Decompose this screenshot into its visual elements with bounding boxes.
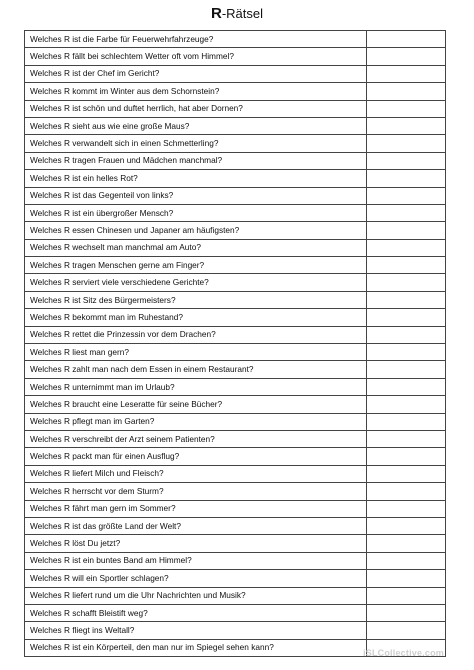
table-row [25, 378, 446, 395]
table-row [25, 535, 446, 552]
question-cell: Welches R packt man für einen Ausflug? [25, 448, 367, 465]
answer-cell[interactable] [367, 552, 446, 569]
table-row [25, 448, 446, 465]
question-cell: Welches R pflegt man im Garten? [25, 413, 367, 430]
question-cell: Welches R ist das Gegenteil von links? [25, 187, 367, 204]
answer-cell[interactable] [367, 257, 446, 274]
table-row [25, 100, 446, 117]
question-cell: Welches R liefert Milch und Fleisch? [25, 465, 367, 482]
riddle-table [24, 30, 446, 657]
question-cell: Welches R bekommt man im Ruhestand? [25, 309, 367, 326]
question-cell: Welches R kommt im Winter aus dem Schornstein? [25, 83, 367, 100]
answer-cell[interactable] [367, 413, 446, 430]
answer-cell[interactable] [367, 622, 446, 639]
table-row [25, 326, 446, 343]
question-cell: Welches R will ein Sportler schlagen? [25, 570, 367, 587]
table-row [25, 396, 446, 413]
table-row [25, 239, 446, 256]
answer-cell[interactable] [367, 222, 446, 239]
answer-cell[interactable] [367, 344, 446, 361]
table-row [25, 135, 446, 152]
question-cell: Welches R unternimmt man im Urlaub? [25, 378, 367, 395]
page-title [0, 6, 474, 22]
question-cell: Welches R fällt bei schlechtem Wetter oft vom Himmel? [25, 48, 367, 65]
answer-cell[interactable] [367, 396, 446, 413]
watermark: iSLCollective.com [363, 648, 444, 658]
table-row [25, 257, 446, 274]
question-cell: Welches R ist ein buntes Band am Himmel? [25, 552, 367, 569]
table-row [25, 309, 446, 326]
answer-cell[interactable] [367, 500, 446, 517]
question-cell: Welches R ist der Chef im Gericht? [25, 65, 367, 82]
answer-cell[interactable] [367, 291, 446, 308]
table-row [25, 413, 446, 430]
answer-cell[interactable] [367, 65, 446, 82]
table-row [25, 483, 446, 500]
question-cell: Welches R serviert viele verschiedene Gerichte? [25, 274, 367, 291]
answer-cell[interactable] [367, 604, 446, 621]
question-cell: Welches R löst Du jetzt? [25, 535, 367, 552]
question-cell: Welches R liefert rund um die Uhr Nachrichten und Musik? [25, 587, 367, 604]
table-row [25, 361, 446, 378]
table-row [25, 187, 446, 204]
question-cell: Welches R ist Sitz des Bürgermeisters? [25, 291, 367, 308]
answer-cell[interactable] [367, 135, 446, 152]
answer-cell[interactable] [367, 170, 446, 187]
answer-cell[interactable] [367, 587, 446, 604]
question-cell: Welches R ist ein helles Rot? [25, 170, 367, 187]
table-row [25, 587, 446, 604]
table-row [25, 344, 446, 361]
question-cell: Welches R ist schön und duftet herrlich, hat aber Dornen? [25, 100, 367, 117]
answer-cell[interactable] [367, 517, 446, 534]
question-cell: Welches R liest man gern? [25, 344, 367, 361]
answer-cell[interactable] [367, 448, 446, 465]
question-cell: Welches R tragen Menschen gerne am Finger? [25, 257, 367, 274]
answer-cell[interactable] [367, 117, 446, 134]
question-cell: Welches R sieht aus wie eine große Maus? [25, 117, 367, 134]
answer-cell[interactable] [367, 239, 446, 256]
table-row [25, 204, 446, 221]
answer-cell[interactable] [367, 309, 446, 326]
answer-cell[interactable] [367, 152, 446, 169]
table-row [25, 500, 446, 517]
table-row [25, 170, 446, 187]
question-cell: Welches R verwandelt sich in einen Schmetterling? [25, 135, 367, 152]
question-cell: Welches R herrscht vor dem Sturm? [25, 483, 367, 500]
question-cell: Welches R schafft Bleistift weg? [25, 604, 367, 621]
question-cell: Welches R fliegt ins Weltall? [25, 622, 367, 639]
table-row [25, 65, 446, 82]
question-cell: Welches R rettet die Prinzessin vor dem Drachen? [25, 326, 367, 343]
title-rest: -Rätsel [221, 6, 264, 21]
question-cell: Welches R ist ein übergroßer Mensch? [25, 204, 367, 221]
table-row [25, 517, 446, 534]
answer-cell[interactable] [367, 204, 446, 221]
title-bold-letter: R [210, 5, 222, 22]
table-row [25, 274, 446, 291]
table-row [25, 552, 446, 569]
question-cell: Welches R verschreibt der Arzt seinem Patienten? [25, 430, 367, 447]
table-row [25, 48, 446, 65]
table-row [25, 570, 446, 587]
answer-cell[interactable] [367, 361, 446, 378]
answer-cell[interactable] [367, 326, 446, 343]
answer-cell[interactable] [367, 535, 446, 552]
answer-cell[interactable] [367, 83, 446, 100]
question-cell: Welches R ist ein Körperteil, den man nur im Spiegel sehen kann? [25, 639, 367, 656]
answer-cell[interactable] [367, 430, 446, 447]
table-row [25, 622, 446, 639]
table-row [25, 291, 446, 308]
table-row [25, 152, 446, 169]
answer-cell[interactable] [367, 100, 446, 117]
table-row [25, 465, 446, 482]
question-cell: Welches R ist die Farbe für Feuerwehrfahrzeuge? [25, 31, 367, 48]
question-cell: Welches R tragen Frauen und Mädchen manchmal? [25, 152, 367, 169]
table-row [25, 31, 446, 48]
answer-cell[interactable] [367, 570, 446, 587]
answer-cell[interactable] [367, 483, 446, 500]
answer-cell[interactable] [367, 465, 446, 482]
answer-cell[interactable] [367, 31, 446, 48]
question-cell: Welches R zahlt man nach dem Essen in einem Restaurant? [25, 361, 367, 378]
answer-cell[interactable] [367, 378, 446, 395]
answer-cell[interactable] [367, 187, 446, 204]
answer-cell[interactable] [367, 48, 446, 65]
table-row [25, 222, 446, 239]
table-row [25, 117, 446, 134]
question-cell: Welches R ist das größte Land der Welt? [25, 517, 367, 534]
table-row [25, 430, 446, 447]
table-row [25, 83, 446, 100]
question-cell: Welches R essen Chinesen und Japaner am häufigsten? [25, 222, 367, 239]
answer-cell[interactable] [367, 274, 446, 291]
question-cell: Welches R fährt man gern im Sommer? [25, 500, 367, 517]
question-cell: Welches R braucht eine Leseratte für seine Bücher? [25, 396, 367, 413]
table-row [25, 604, 446, 621]
question-cell: Welches R wechselt man manchmal am Auto? [25, 239, 367, 256]
